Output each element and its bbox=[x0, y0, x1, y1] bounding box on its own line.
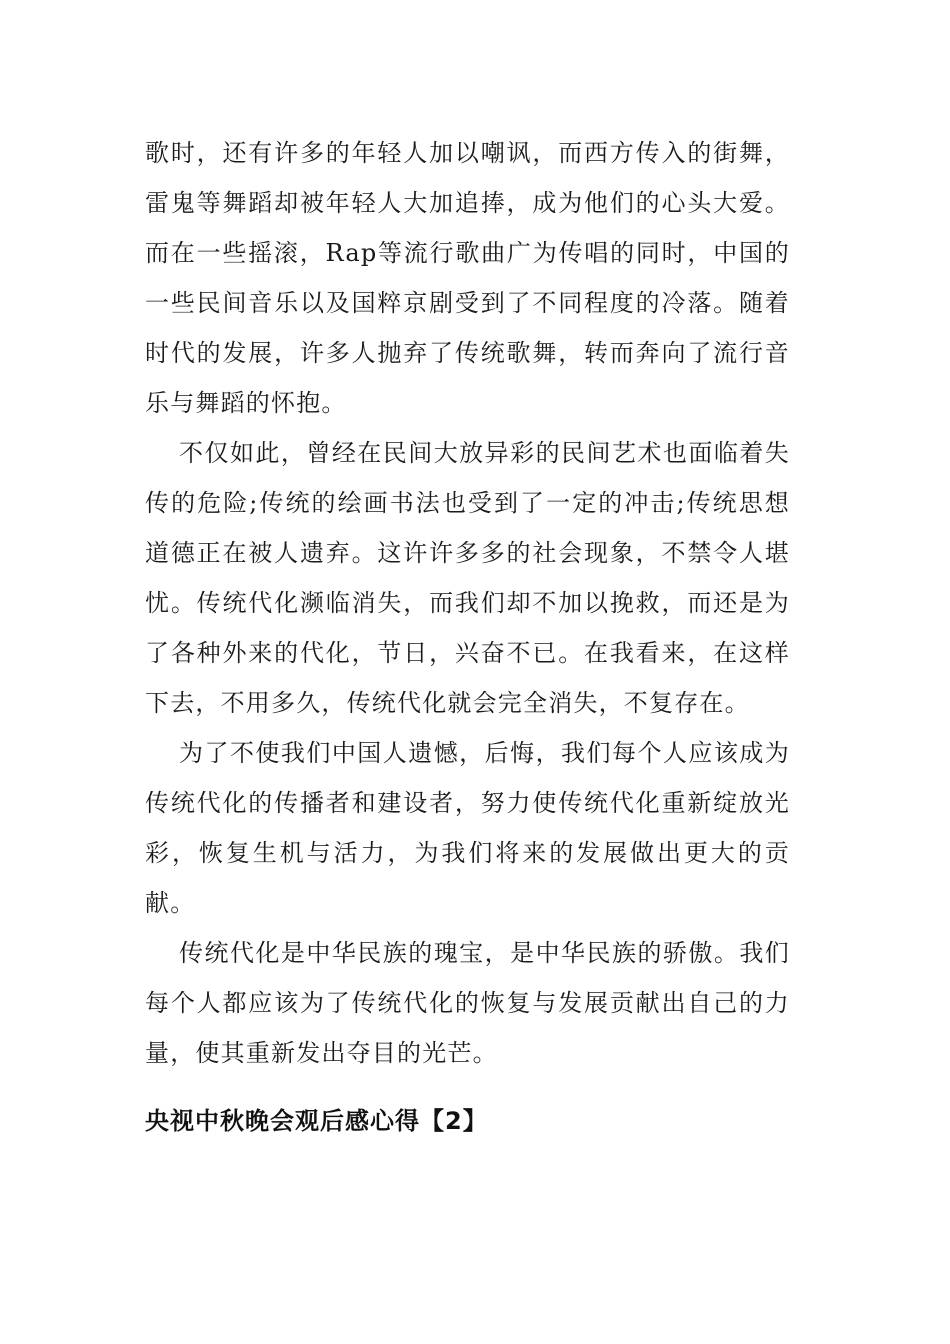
paragraph-2: 不仅如此，曾经在民间大放异彩的民间艺术也面临着失传的危险;传统的绘画书法也受到了一定的冲击;传统思想道德正在被人遗弃。这许许多多的社会现象，不禁令人堪忧。传统代化濒临消失，而我们却不加以挽救，而还是为了各种外来的代化，节日，兴奋不已。在我看来，在这样下去，不用多久，传统代化就会完全消失，不复存在。 bbox=[145, 439, 790, 717]
paragraph-continuation: 歌时，还有许多的年轻人加以嘲讽，而西方传入的街舞，雷鬼等舞蹈却被年轻人大加追捧，成为他们的心头大爱。而在一些摇滚，Rap等流行歌曲广为传唱的同时，中国的一些民间音乐以及国粹京剧受到了不同程度的冷落。随着时代的发展，许多人抛弃了传统歌舞，转而奔向了流行音乐与舞蹈的怀抱。 bbox=[145, 139, 790, 417]
paragraph-4: 传统代化是中华民族的瑰宝，是中华民族的骄傲。我们每个人都应该为了传统代化的恢复与发展贡献出自己的力量，使其重新发出夺目的光芒。 bbox=[145, 939, 790, 1067]
paragraph-3: 为了不使我们中国人遗憾，后悔，我们每个人应该成为传统代化的传播者和建设者，努力使传统代化重新绽放光彩，恢复生机与活力，为我们将来的发展做出更大的贡献。 bbox=[145, 739, 790, 917]
document-body bbox=[145, 128, 790, 1078]
section-heading: 央视中秋晚会观后感心得【2】 bbox=[145, 1107, 488, 1135]
